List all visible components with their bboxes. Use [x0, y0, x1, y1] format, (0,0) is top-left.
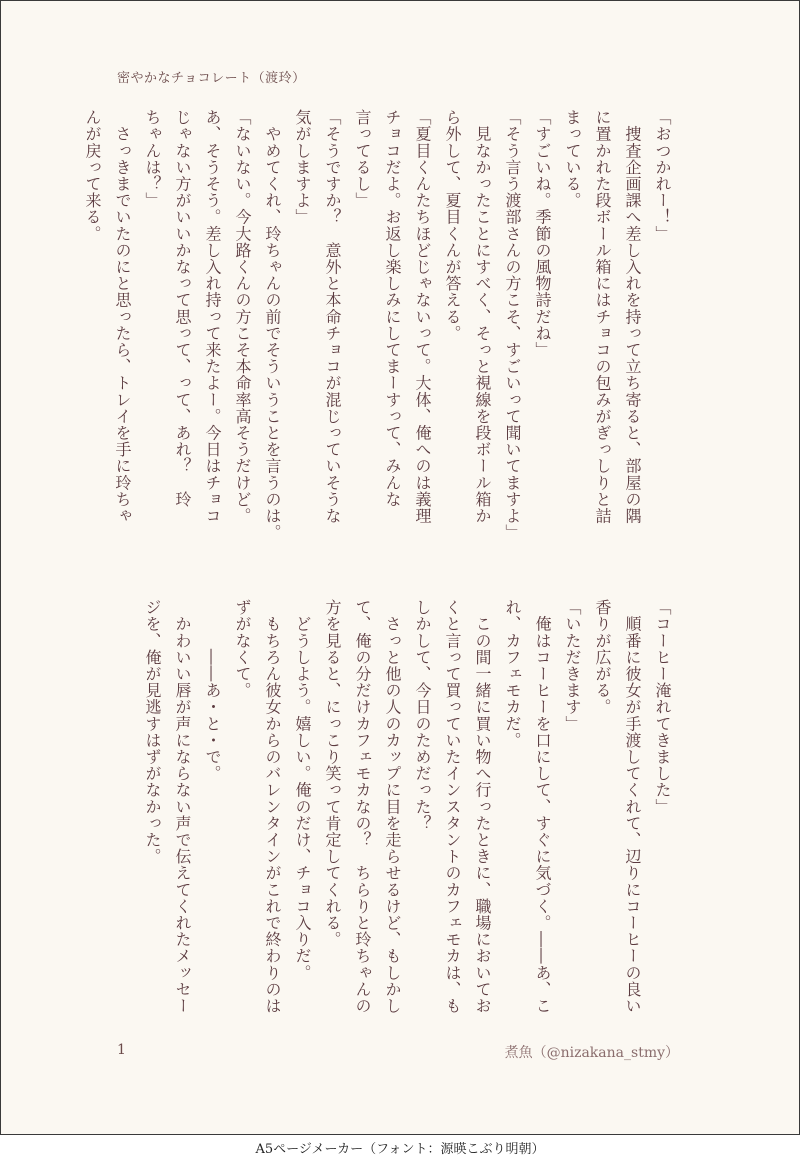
text-line: 「そう言う渡部さんの方こそ、すごいって聞いてますよ」: [503, 109, 522, 541]
text-line: ――あ・と・で。: [203, 599, 222, 782]
text-line: れ、カフェモカだ。: [503, 599, 522, 749]
text-line: しかして、今日のためだった？: [413, 599, 432, 832]
text-line: 捜査企画課へ差し入れを持って立ち寄ると、部屋の隅: [623, 109, 642, 524]
text-line: もちろん彼女からのバレンタインがこれで終わりのは: [263, 599, 282, 1014]
text-line: に置かれた段ボール箱にはチョコの包みがぎっしりと詰: [593, 109, 612, 524]
text-line: ちゃんは？」: [143, 109, 162, 209]
text-line: 「いただきます」: [563, 599, 582, 732]
text-line: 「すごいね。季節の風物詩だね」: [533, 109, 552, 358]
text-line: くと言って買っていたインスタントのカフェモカは、も: [443, 599, 462, 1014]
text-line: 気がしますよ」: [293, 109, 312, 226]
text-line: やめてくれ、玲ちゃんの前でそういうことを言うのは。: [263, 109, 282, 541]
text-line: ずがなくて。: [233, 599, 252, 699]
text-line: さっきまでいたのにと思ったら、トレイを手に玲ちゃ: [113, 109, 132, 524]
text-line: 「コーヒー淹れてきました」: [653, 599, 672, 815]
text-line: 方を見ると、にっこり笑って肯定してくれる。: [323, 599, 342, 948]
text-line: んが戻って来る。: [83, 109, 102, 242]
text-line: あ、そうそう。差し入れ持って来たよー。今日はチョコ: [203, 109, 222, 524]
text-line: じゃない方がいいかなって思って、って、あれ？ 玲: [173, 109, 192, 508]
text-line: ら外して、夏目くんが答える。: [443, 109, 462, 342]
text-line: 言ってるし」: [353, 109, 372, 209]
generator-caption: A5ページメーカー（フォント：源暎こぶり明朝）: [255, 1142, 545, 1157]
text-line: 「ないない。今大路くんの方こそ本命率高そうだけど。: [233, 109, 252, 524]
text-line: 香りが広がる。: [593, 599, 612, 716]
text-line: どうしよう。嬉しい。俺のだけ、チョコ入りだ。: [293, 599, 312, 981]
author-credit: 煮魚（@nizakana_stmy）: [504, 1045, 679, 1061]
text-line: かわいい唇が声にならない声で伝えてくれたメッセー: [173, 599, 192, 1014]
text-line: チョコだよ。お返し楽しみにしてまーすって、みんな: [383, 109, 402, 508]
text-line: 「夏目くんたちほどじゃないって。大体、俺へのは義理: [413, 109, 432, 524]
text-line: 俺はコーヒーを口にして、すぐに気づく。――あ、こ: [533, 599, 552, 1014]
text-line: て、俺の分だけカフェモカなの？ ちらりと玲ちゃんの: [353, 599, 372, 1014]
text-line: ジを、俺が見逃すはずがなかった。: [143, 599, 162, 865]
lower-text-block: [111, 599, 677, 1019]
text-line: 「おつかれー！」: [653, 109, 672, 242]
text-line: 見なかったことにすべく、そっと視線を段ボール箱か: [473, 109, 492, 524]
story-title: 密やかなチョコレート（渡玲）: [117, 71, 306, 86]
text-line: 順番に彼女が手渡してくれて、辺りにコーヒーの良い: [623, 599, 642, 1014]
text-line: 「そうですか？ 意外と本命チョコが混じっていそうな: [323, 109, 342, 524]
upper-text-block: [83, 109, 677, 577]
text-line: さっと他の人のカップに目を走らせるけど、もしかし: [383, 599, 402, 1014]
page-number: 1: [117, 1042, 126, 1058]
text-line: この間一緒に買い物へ行ったときに、職場においてお: [473, 599, 492, 1014]
text-line: まっている。: [563, 109, 582, 209]
